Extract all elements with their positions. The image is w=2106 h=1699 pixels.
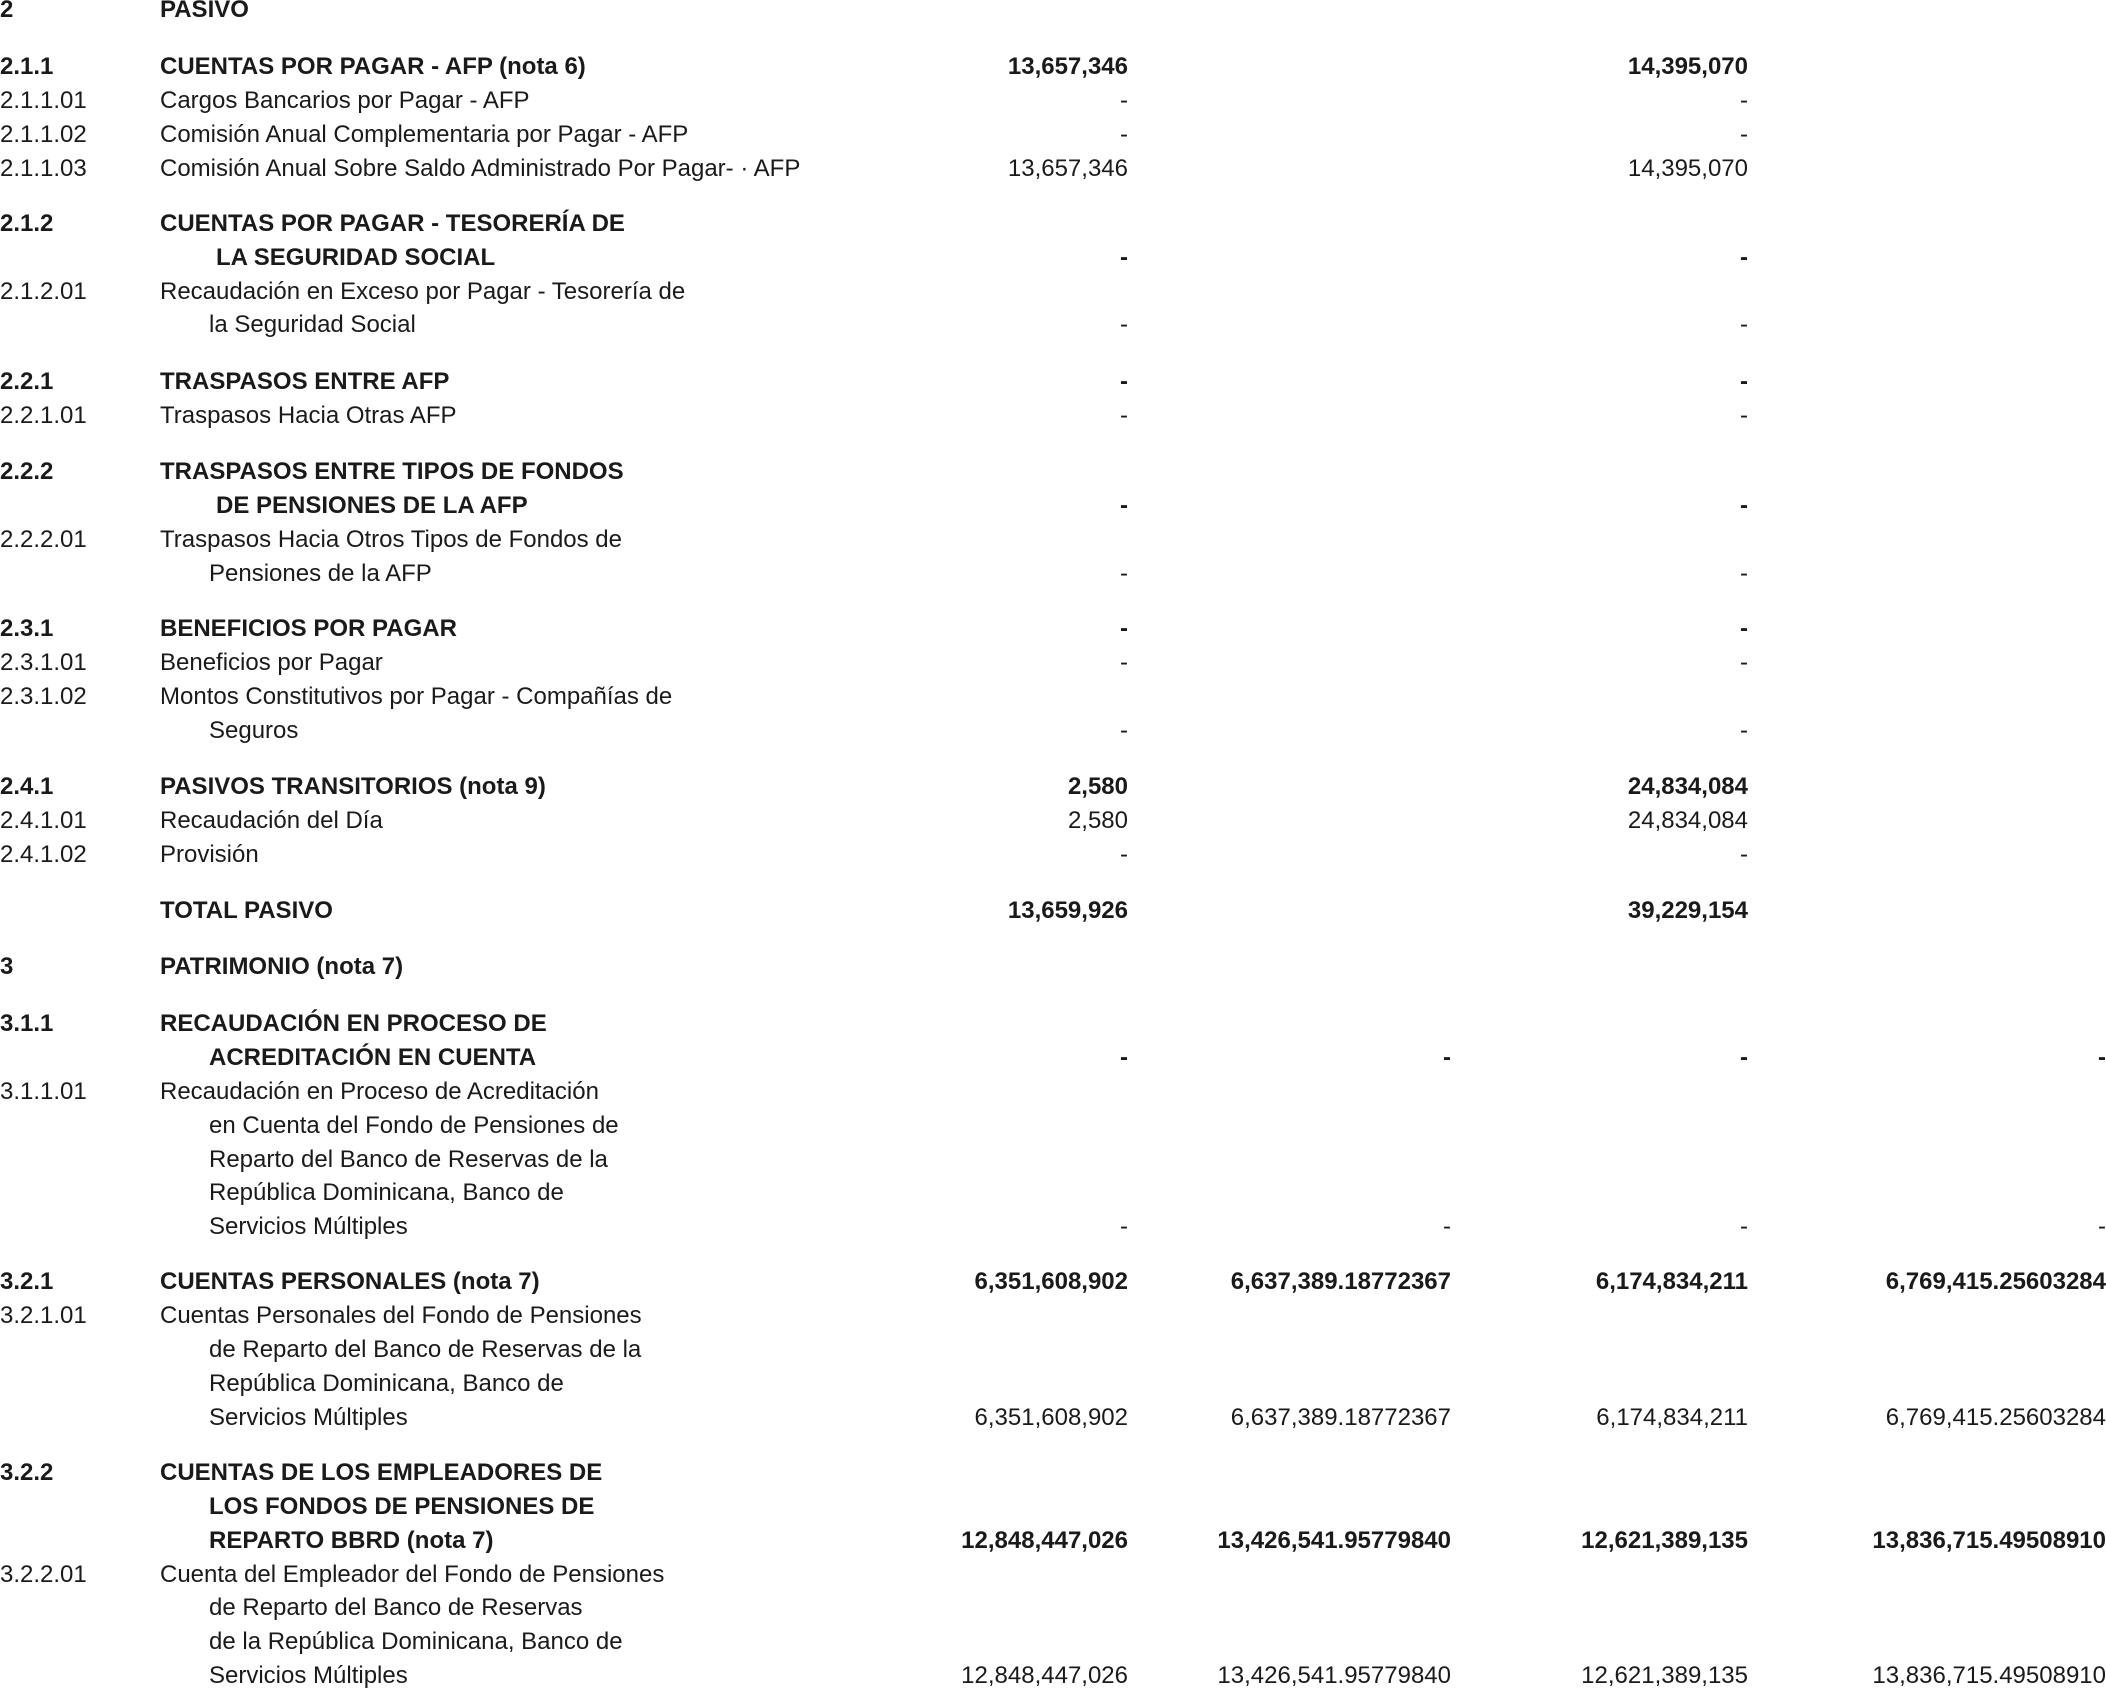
value-col3: -: [1740, 1044, 1748, 1071]
value-col3: -: [1740, 121, 1748, 148]
value-col3: 12,621,389,135: [1581, 1662, 1748, 1689]
account-label: de la República Dominicana, Banco de: [209, 1628, 623, 1655]
value-col3: 14,395,070: [1627, 53, 1748, 80]
account-code: 2.1.2.01: [0, 278, 87, 305]
account-code: 2.3.1.02: [0, 683, 87, 710]
row-3-2-2-cont1: [0, 1490, 2106, 1524]
row-3-2-2-01-cont2: [0, 1625, 2106, 1659]
row-2-1-1-03: [0, 152, 2106, 186]
value-col1: 13,659,926: [1007, 897, 1128, 924]
account-code: 2.1.1.02: [0, 121, 87, 148]
value-col2: -: [1443, 1044, 1451, 1071]
value-col2: 6,637,389.18772367: [1230, 1404, 1451, 1431]
row-2-2-1-01: [0, 399, 2106, 433]
account-label: Montos Constitutivos por Pagar - Compañías de: [160, 683, 673, 710]
row-3-1-1-01-cont1: [0, 1109, 2106, 1143]
account-code: 3.2.2: [0, 1459, 54, 1486]
row-2-4-1: [0, 770, 2106, 804]
value-col1: -: [1120, 492, 1128, 519]
account-label: Comisión Anual Complementaria por Pagar - AFP: [160, 121, 689, 148]
account-label: ACREDITACIÓN EN CUENTA: [209, 1044, 537, 1071]
account-label: Servicios Múltiples: [209, 1213, 408, 1240]
value-col4: -: [2098, 1213, 2106, 1240]
value-col3: -: [1740, 649, 1748, 676]
account-label: Cargos Bancarios por Pagar - AFP: [160, 87, 530, 114]
row-2-3-1: [0, 612, 2106, 646]
row-patrimonio-heading: [0, 950, 2106, 984]
value-col2: 13,426,541.95779840: [1217, 1662, 1451, 1689]
row-3-2-2-01-cont3: [0, 1659, 2106, 1693]
account-label: Recaudación del Día: [160, 807, 383, 834]
row-2-2-2-cont: [0, 489, 2106, 523]
value-col4: 13,836,715.49508910: [1872, 1662, 2106, 1689]
account-label: Provisión: [160, 841, 259, 868]
row-3-2-2: [0, 1456, 2106, 1490]
value-col1: 12,848,447,026: [961, 1527, 1128, 1554]
value-col1: -: [1120, 717, 1128, 744]
account-code: 2.1.1.03: [0, 155, 87, 182]
value-col2: 6,637,389.18772367: [1230, 1268, 1451, 1295]
account-label: Beneficios por Pagar: [160, 649, 383, 676]
value-col1: -: [1120, 244, 1128, 271]
row-3-2-1-01-cont3: [0, 1401, 2106, 1435]
row-2-1-2-01: [0, 275, 2106, 309]
value-col1: -: [1120, 402, 1128, 429]
row-3-2-1-01-cont2: [0, 1367, 2106, 1401]
account-label: Comisión Anual Sobre Saldo Administrado Por Pagar- · AFP: [160, 155, 801, 182]
account-code: 3.2.1: [0, 1268, 54, 1295]
account-code: 3.2.2.01: [0, 1561, 87, 1588]
value-col3: -: [1740, 1213, 1748, 1240]
value-col2: 13,426,541.95779840: [1217, 1527, 1451, 1554]
account-code: 2.3.1: [0, 615, 54, 642]
row-pasivo-heading: [0, 0, 2106, 27]
value-col3: -: [1740, 560, 1748, 587]
row-2-1-1: [0, 50, 2106, 84]
row-3-1-1: [0, 1007, 2106, 1041]
account-label: CUENTAS DE LOS EMPLEADORES DE: [160, 1459, 603, 1486]
account-label: de Reparto del Banco de Reservas de la: [209, 1336, 642, 1363]
account-label: Pensiones de la AFP: [209, 560, 432, 587]
account-label: Servicios Múltiples: [209, 1662, 408, 1689]
row-2-4-1-02: [0, 838, 2106, 872]
account-code: 2.4.1.01: [0, 807, 87, 834]
row-3-1-1-01-cont4: [0, 1210, 2106, 1244]
value-col4: 6,769,415.25603284: [1885, 1268, 2106, 1295]
row-2-3-1-01: [0, 646, 2106, 680]
account-label: CUENTAS POR PAGAR - AFP (nota 6): [160, 53, 586, 80]
account-label: Recaudación en Proceso de Acreditación: [160, 1078, 599, 1105]
account-label: Cuenta del Empleador del Fondo de Pensiones: [160, 1561, 665, 1588]
account-label: República Dominicana, Banco de: [209, 1179, 564, 1206]
account-label: en Cuenta del Fondo de Pensiones de: [209, 1112, 619, 1139]
value-col3: 24,834,084: [1627, 807, 1748, 834]
account-label: BENEFICIOS POR PAGAR: [160, 615, 457, 642]
account-label: PASIVOS TRANSITORIOS (nota 9): [160, 773, 546, 800]
value-col1: -: [1120, 368, 1128, 395]
account-code: 2.2.2: [0, 458, 54, 485]
account-code: 2.4.1.02: [0, 841, 87, 868]
account-label: TRASPASOS ENTRE AFP: [160, 368, 450, 395]
value-col1: -: [1120, 649, 1128, 676]
value-col1: 13,657,346: [1007, 155, 1128, 182]
value-col1: 12,848,447,026: [961, 1662, 1128, 1689]
account-label: TOTAL PASIVO: [160, 897, 333, 924]
value-col3: -: [1740, 368, 1748, 395]
account-label: Recaudación en Exceso por Pagar - Tesorería de: [160, 278, 686, 305]
value-col3: 6,174,834,211: [1595, 1268, 1748, 1295]
value-col4: -: [2098, 1044, 2106, 1071]
value-col1: 13,657,346: [1007, 53, 1128, 80]
account-code: 2.4.1: [0, 773, 54, 800]
value-col1: -: [1120, 1213, 1128, 1240]
value-col1: -: [1120, 311, 1128, 338]
value-col1: 6,351,608,902: [974, 1268, 1128, 1295]
row-2-2-2-01: [0, 523, 2106, 557]
row-2-1-2: [0, 207, 2106, 241]
account-label: TRASPASOS ENTRE TIPOS DE FONDOS: [160, 458, 624, 485]
account-code: 3.2.1.01: [0, 1302, 87, 1329]
account-label: la Seguridad Social: [209, 311, 416, 338]
row-3-2-1-01: [0, 1299, 2106, 1333]
account-code: 2.3.1.01: [0, 649, 87, 676]
row-2-1-1-02: [0, 118, 2106, 152]
account-code: 3.1.1.01: [0, 1078, 87, 1105]
account-code: 2.1.1.01: [0, 87, 87, 114]
account-code: 2.2.2.01: [0, 526, 87, 553]
account-label: LOS FONDOS DE PENSIONES DE: [209, 1493, 595, 1520]
row-3-2-1-01-cont1: [0, 1333, 2106, 1367]
value-col1: -: [1120, 121, 1128, 148]
row-2-1-2-cont: [0, 241, 2106, 275]
row-2-3-1-02: [0, 680, 2106, 714]
value-col1: -: [1120, 560, 1128, 587]
value-col3: -: [1740, 841, 1748, 868]
row-3-1-1-01: [0, 1075, 2106, 1109]
row-2-2-2: [0, 455, 2106, 489]
row-2-2-1: [0, 365, 2106, 399]
account-label: de Reparto del Banco de Reservas: [209, 1594, 583, 1621]
account-label: Traspasos Hacia Otras AFP: [160, 402, 457, 429]
value-col3: -: [1740, 244, 1748, 271]
value-col1: -: [1120, 1044, 1128, 1071]
value-col4: 6,769,415.25603284: [1885, 1404, 2106, 1431]
value-col3: -: [1740, 492, 1748, 519]
account-code: 2.2.1: [0, 368, 54, 395]
account-label: CUENTAS POR PAGAR - TESORERÍA DE: [160, 210, 625, 237]
value-col3: -: [1740, 402, 1748, 429]
account-code: 2: [0, 0, 14, 23]
account-label: CUENTAS PERSONALES (nota 7): [160, 1268, 540, 1295]
row-total-pasivo: [0, 894, 2106, 928]
row-3-2-2-cont2: [0, 1524, 2106, 1558]
row-3-1-1-cont: [0, 1041, 2106, 1075]
row-3-2-2-01-cont1: [0, 1591, 2106, 1625]
value-col3: 12,621,389,135: [1581, 1527, 1748, 1554]
account-label: Reparto del Banco de Reservas de la: [209, 1146, 608, 1173]
account-code: 2.2.1.01: [0, 402, 87, 429]
value-col1: -: [1120, 87, 1128, 114]
account-label: LA SEGURIDAD SOCIAL: [216, 244, 496, 271]
account-label: Seguros: [209, 717, 299, 744]
account-code: 2.1.2: [0, 210, 54, 237]
row-2-3-1-02-cont: [0, 714, 2106, 748]
row-2-4-1-01: [0, 804, 2106, 838]
value-col3: -: [1740, 717, 1748, 744]
row-3-2-2-01: [0, 1558, 2106, 1592]
value-col3: 14,395,070: [1627, 155, 1748, 182]
value-col3: 24,834,084: [1627, 773, 1748, 800]
value-col3: -: [1740, 311, 1748, 338]
row-2-2-2-01-cont: [0, 557, 2106, 591]
account-label: Servicios Múltiples: [209, 1404, 408, 1431]
value-col1: 6,351,608,902: [974, 1404, 1128, 1431]
account-code: 3: [0, 953, 14, 980]
row-3-1-1-01-cont3: [0, 1176, 2106, 1210]
value-col1: -: [1120, 841, 1128, 868]
account-code: 2.1.1: [0, 53, 54, 80]
value-col1: 2,580: [1067, 807, 1128, 834]
account-label: PASIVO: [160, 0, 249, 23]
value-col1: -: [1120, 615, 1128, 642]
account-label: Traspasos Hacia Otros Tipos de Fondos de: [160, 526, 622, 553]
value-col1: 2,580: [1067, 773, 1128, 800]
value-col3: -: [1740, 87, 1748, 114]
value-col4: 13,836,715.49508910: [1872, 1527, 2106, 1554]
account-code: 3.1.1: [0, 1010, 54, 1037]
account-label: REPARTO BBRD (nota 7): [209, 1527, 494, 1554]
value-col3: -: [1740, 615, 1748, 642]
account-label: PATRIMONIO (nota 7): [160, 953, 404, 980]
row-3-1-1-01-cont2: [0, 1143, 2106, 1177]
value-col3: 39,229,154: [1627, 897, 1748, 924]
account-label: República Dominicana, Banco de: [209, 1370, 564, 1397]
account-label: Cuentas Personales del Fondo de Pensiones: [160, 1302, 642, 1329]
account-label: RECAUDACIÓN EN PROCESO DE: [160, 1010, 547, 1037]
account-label: DE PENSIONES DE LA AFP: [216, 492, 528, 519]
value-col3: 6,174,834,211: [1596, 1404, 1748, 1431]
row-3-2-1: [0, 1265, 2106, 1299]
row-2-1-1-01: [0, 84, 2106, 118]
row-2-1-2-01-cont: [0, 308, 2106, 342]
value-col2: -: [1443, 1213, 1451, 1240]
